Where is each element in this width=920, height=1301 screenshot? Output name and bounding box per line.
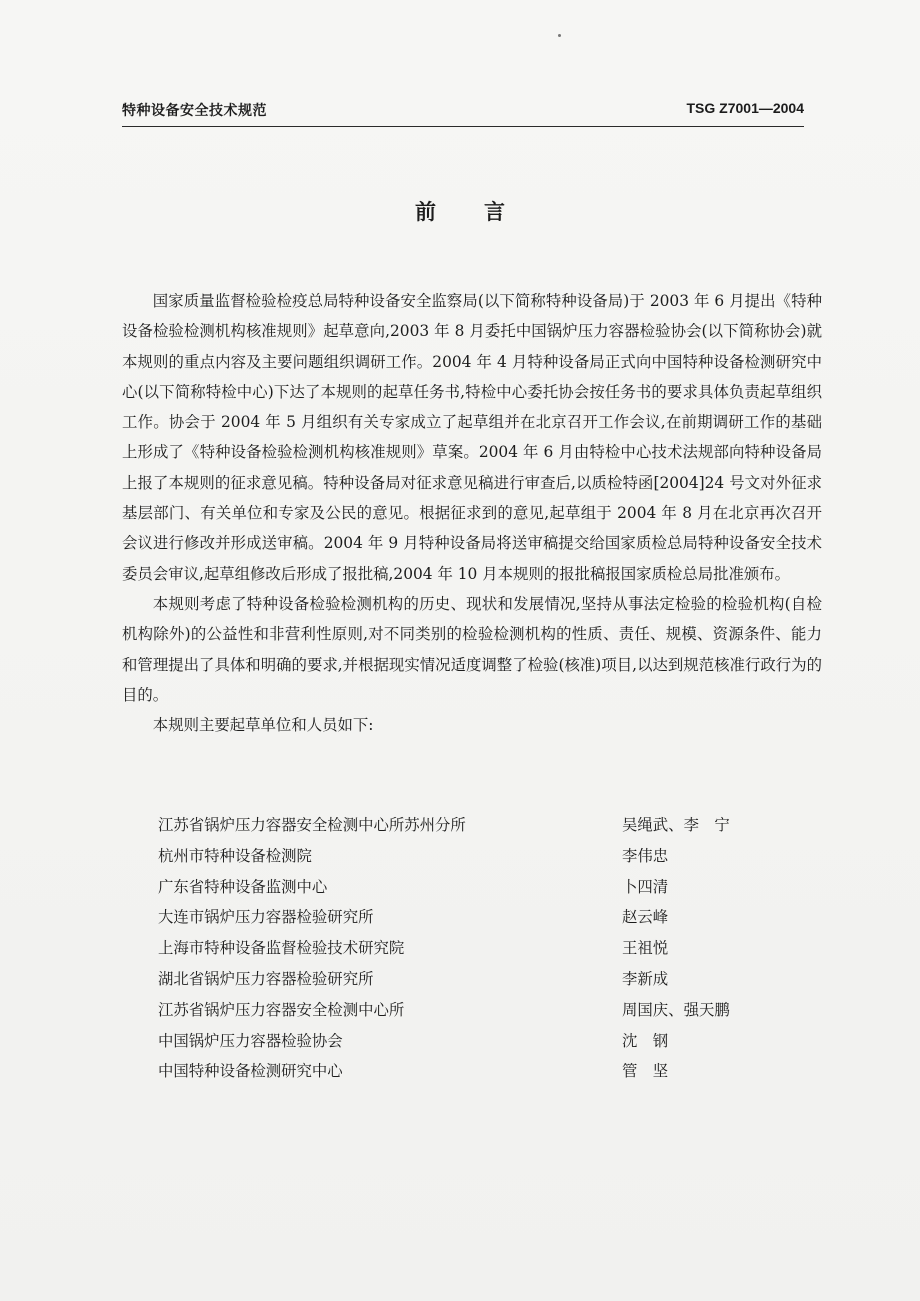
drafter-persons: 李伟忠 <box>622 846 669 865</box>
drafter-unit: 中国锅炉压力容器检验协会 <box>158 1031 343 1050</box>
drafter-persons: 沈 钢 <box>622 1031 669 1050</box>
drafter-row <box>158 902 798 933</box>
drafter-row <box>158 995 798 1026</box>
drafter-row <box>158 810 798 841</box>
drafter-row <box>158 933 798 964</box>
drafter-row <box>158 872 798 903</box>
drafter-row <box>158 841 798 872</box>
drafter-persons: 王祖悦 <box>622 939 669 958</box>
header-standard-code: TSG Z7001—2004 <box>686 100 804 116</box>
paragraph-principles: 本规则考虑了特种设备检验检测机构的历史、现状和发展情况,坚持从事法定检验的检验机构(自检机构除外)的公益性和非营利性原则,对不同类别的检验检测机构的性质、责任、规模、资源条件、能力和管理提出了具体和明确的要求,并根据现实情况适度调整了检验(核准)项目,以达到规范核准行政行为的目的。 <box>122 594 822 704</box>
header-standard-type: 特种设备安全技术规范 <box>122 103 267 119</box>
drafter-persons: 李新成 <box>622 969 669 988</box>
drafter-unit: 江苏省锅炉压力容器安全检测中心所 <box>158 1000 405 1019</box>
paragraph-drafting-history: 国家质量监督检验检疫总局特种设备安全监察局(以下简称特种设备局)于 2003 年 6 月提出《特种设备检验检测机构核准规则》起草意向,2003 年 8 月委托中国锅炉压力容器检验协会(以下简称协会)就本规则的重点内容及主要问题组织调研工作。2004 年 4 月特种设备局正式向中国特种设备检测研究中心(以下简称特检中心)下达了本规则的起草任务书,特检中心委托协会按任务书的要求具体负责起草组织工作。协会于 2004 年 5 月组织有关专家成立了起草组并在北京召开工作会议,在前期调研工作的基础上形成了《特种设备检验检测机构核准规则》草案。2004 年 6 月由特检中心技术法规部向特种设备局上报了本规则的征求意见稿。特种设备局对征求意见稿进行审查后,以质检特函[2004]24 号文对外征求基层部门、有关单位和专家及公民的意见。根据征求到的意见,起草组于 2004 年 8 月在北京再次召开会议进行修改并形成送审稿。2004 年 9 月特种设备局将送审稿提交给国家质检总局特种设备安全技术委员会审议,起草组修改后形成了报批稿,2004 年 10 月本规则的报批稿报国家质检总局批准颁布。 <box>122 292 822 583</box>
drafter-unit: 大连市锅炉压力容器检验研究所 <box>158 908 374 927</box>
drafter-persons: 赵云峰 <box>622 908 669 927</box>
page-title: 前言 <box>415 200 553 224</box>
drafter-unit: 杭州市特种设备检测院 <box>158 846 312 865</box>
drafter-unit: 广东省特种设备监测中心 <box>158 877 328 896</box>
drafter-row <box>158 1056 798 1087</box>
drafter-unit: 江苏省锅炉压力容器安全检测中心所苏州分所 <box>158 816 466 834</box>
drafter-persons: 卜四清 <box>622 877 669 896</box>
running-header <box>122 96 804 127</box>
preface-body <box>122 286 822 740</box>
drafter-persons: 管 坚 <box>622 1062 669 1081</box>
drafter-row <box>158 1026 798 1057</box>
drafter-persons: 吴绳武、李 宁 <box>622 816 730 834</box>
drafter-unit: 上海市特种设备监督检验技术研究院 <box>158 939 405 958</box>
paragraph-drafters-intro: 本规则主要起草单位和人员如下: <box>152 716 374 735</box>
drafters-list <box>158 810 798 1087</box>
drafter-persons: 周国庆、强天鹏 <box>622 1000 730 1019</box>
drafter-row <box>158 964 798 995</box>
drafter-unit: 湖北省锅炉压力容器检验研究所 <box>158 969 374 988</box>
scan-speck <box>558 34 561 37</box>
drafter-unit: 中国特种设备检测研究中心 <box>158 1062 343 1081</box>
